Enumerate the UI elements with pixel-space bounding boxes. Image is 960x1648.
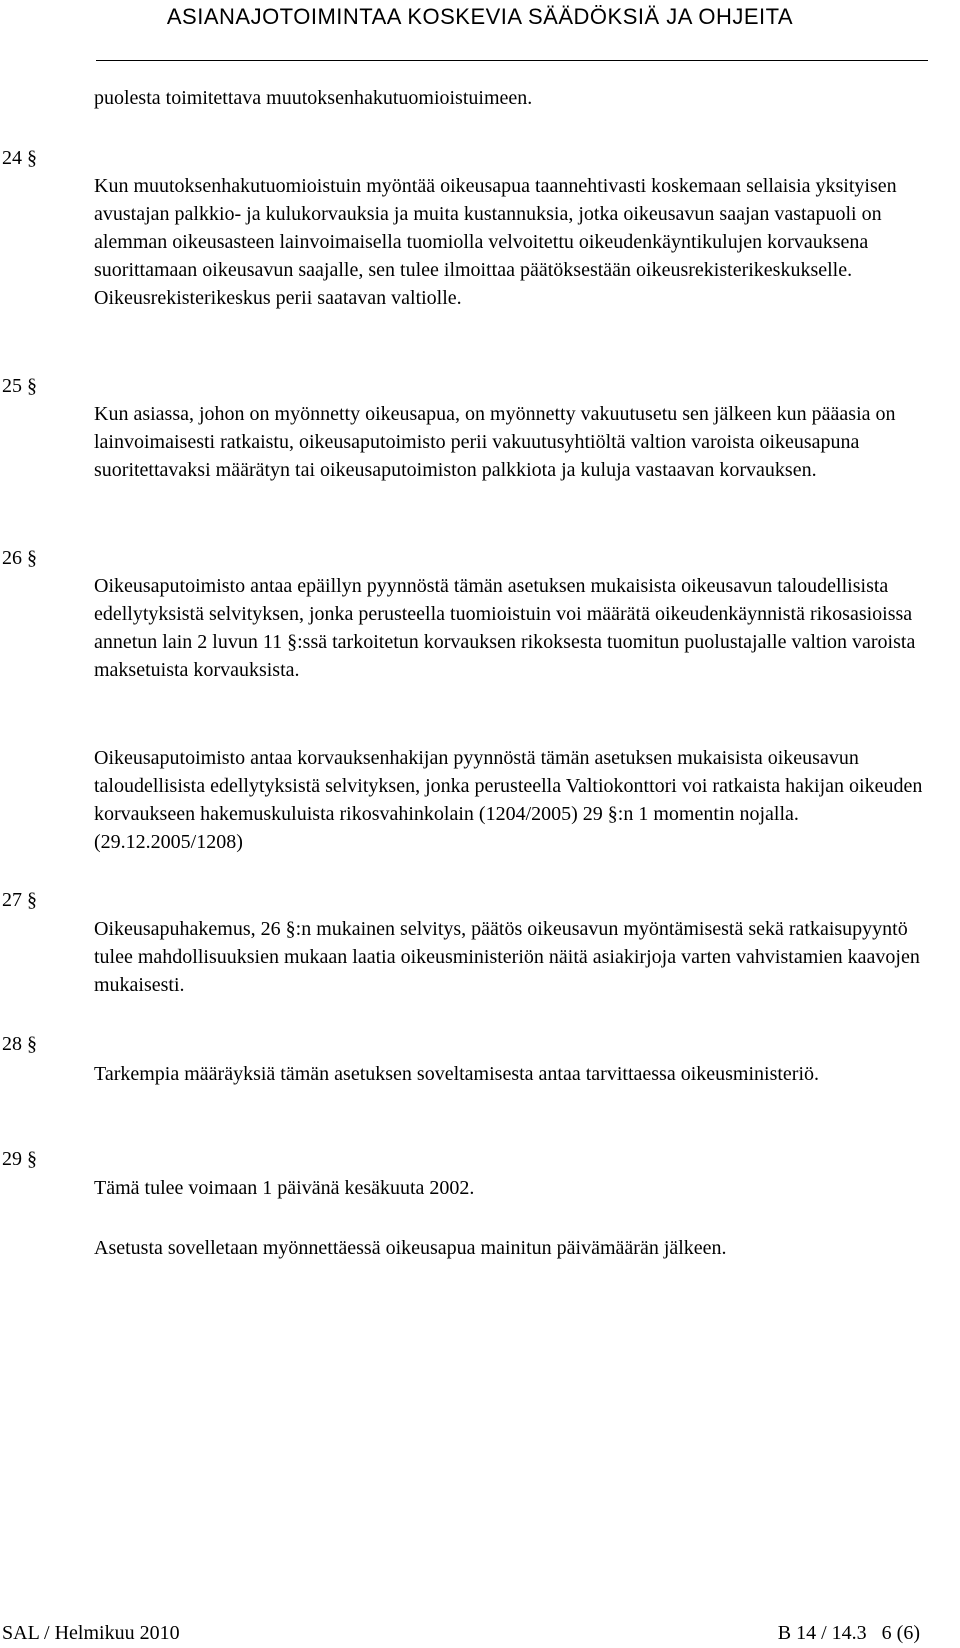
section-26-paragraph-1: Oikeusaputoimisto antaa epäillyn pyynnöstä tämän asetuksen mukaisista oikeusavun taloudellisista edellytyksistä selvityksen, jonka perusteella tuomioistuin voi määrätä oikeudenkäynnistä rikosasioissa annetun lain 2 luvun 11 §:ssä tarkoitetun korvauksen rikoksesta tuomitun puolustajalle valtion varoista maksetuista korvauksista. <box>94 575 916 681</box>
section-29-paragraph-2: Asetusta sovelletaan myönnettäessä oikeusapua mainitun päivämäärän jälkeen. <box>94 1237 727 1259</box>
section-number-28: 28 § <box>2 1033 37 1055</box>
section-number-25: 25 § <box>2 375 37 397</box>
footer-page-info: B 14 / 14.3 6 (6) <box>777 1622 920 1644</box>
section-26-paragraph-2: Oikeusaputoimisto antaa korvauksenhakijan pyynnöstä tämän asetuksen mukaisista oikeusavun taloudellisista edellytyksistä selvityksen, jonka perusteella Valtiokonttori voi ratkaista hakijan oikeuden korvaukseen hakemuskuluista rikosvahinkolain (1204/2005) 29 §:n 1 momentin nojalla. (29.12.2005/1208) <box>94 747 923 853</box>
section-number-27: 27 § <box>2 889 37 911</box>
section-24-paragraph-1: Kun muutoksenhakutuomioistuin myöntää oikeusapua taannehtivasti koskemaan sellaisia yksityisen avustajan palkkio- ja kulukorvauksia ja muita kustannuksia, jotka oikeusavun saajan vastapuoli on alemman oikeusasteen lainvoimaisella tuomiolla velvoitettu oikeudenkäyntikulujen korvauksena suorittamaan oikeusavun saajalle, sen tulee ilmoittaa päätöksestään oikeusrekisterikeskukselle. Oikeusrekisterikeskus perii saatavan valtiolle. <box>94 175 897 309</box>
document-header: ASIANAJOTOIMINTAA KOSKEVIA SÄÄDÖKSIÄ JA OHJEITA <box>166 4 794 29</box>
header-divider <box>96 60 928 61</box>
intro-line: puolesta toimitettava muutoksenhakutuomioistuimeen. <box>94 87 533 109</box>
section-number-24: 24 § <box>2 147 37 169</box>
section-number-29: 29 § <box>2 1148 37 1170</box>
section-number-26: 26 § <box>2 547 37 569</box>
section-29-paragraph-1: Tämä tulee voimaan 1 päivänä kesäkuuta 2002. <box>94 1177 475 1199</box>
footer-left: SAL / Helmikuu 2010 <box>2 1622 180 1644</box>
section-28-paragraph-1: Tarkempia määräyksiä tämän asetuksen soveltamisesta antaa tarvittaessa oikeusministeriö. <box>94 1063 820 1085</box>
section-27-paragraph-1: Oikeusapuhakemus, 26 §:n mukainen selvitys, päätös oikeusavun myöntämisestä sekä ratkaisupyyntö tulee mahdollisuuksien mukaan laatia oikeusministeriön näitä asiakirjoja varten vahvistamien kaavojen mukaisesti. <box>94 918 920 996</box>
section-25-paragraph-1: Kun asiassa, johon on myönnetty oikeusapua, on myönnetty vakuutusetu sen jälkeen kun pääasia on lainvoimaisesti ratkaistu, oikeusaputoimisto perii vakuutusyhtiöltä valtion varoista oikeusapuna suoritettavaksi määrätyn tai oikeusaputoimiston palkkiota ja kuluja vastaavan korvauksen. <box>94 403 896 481</box>
